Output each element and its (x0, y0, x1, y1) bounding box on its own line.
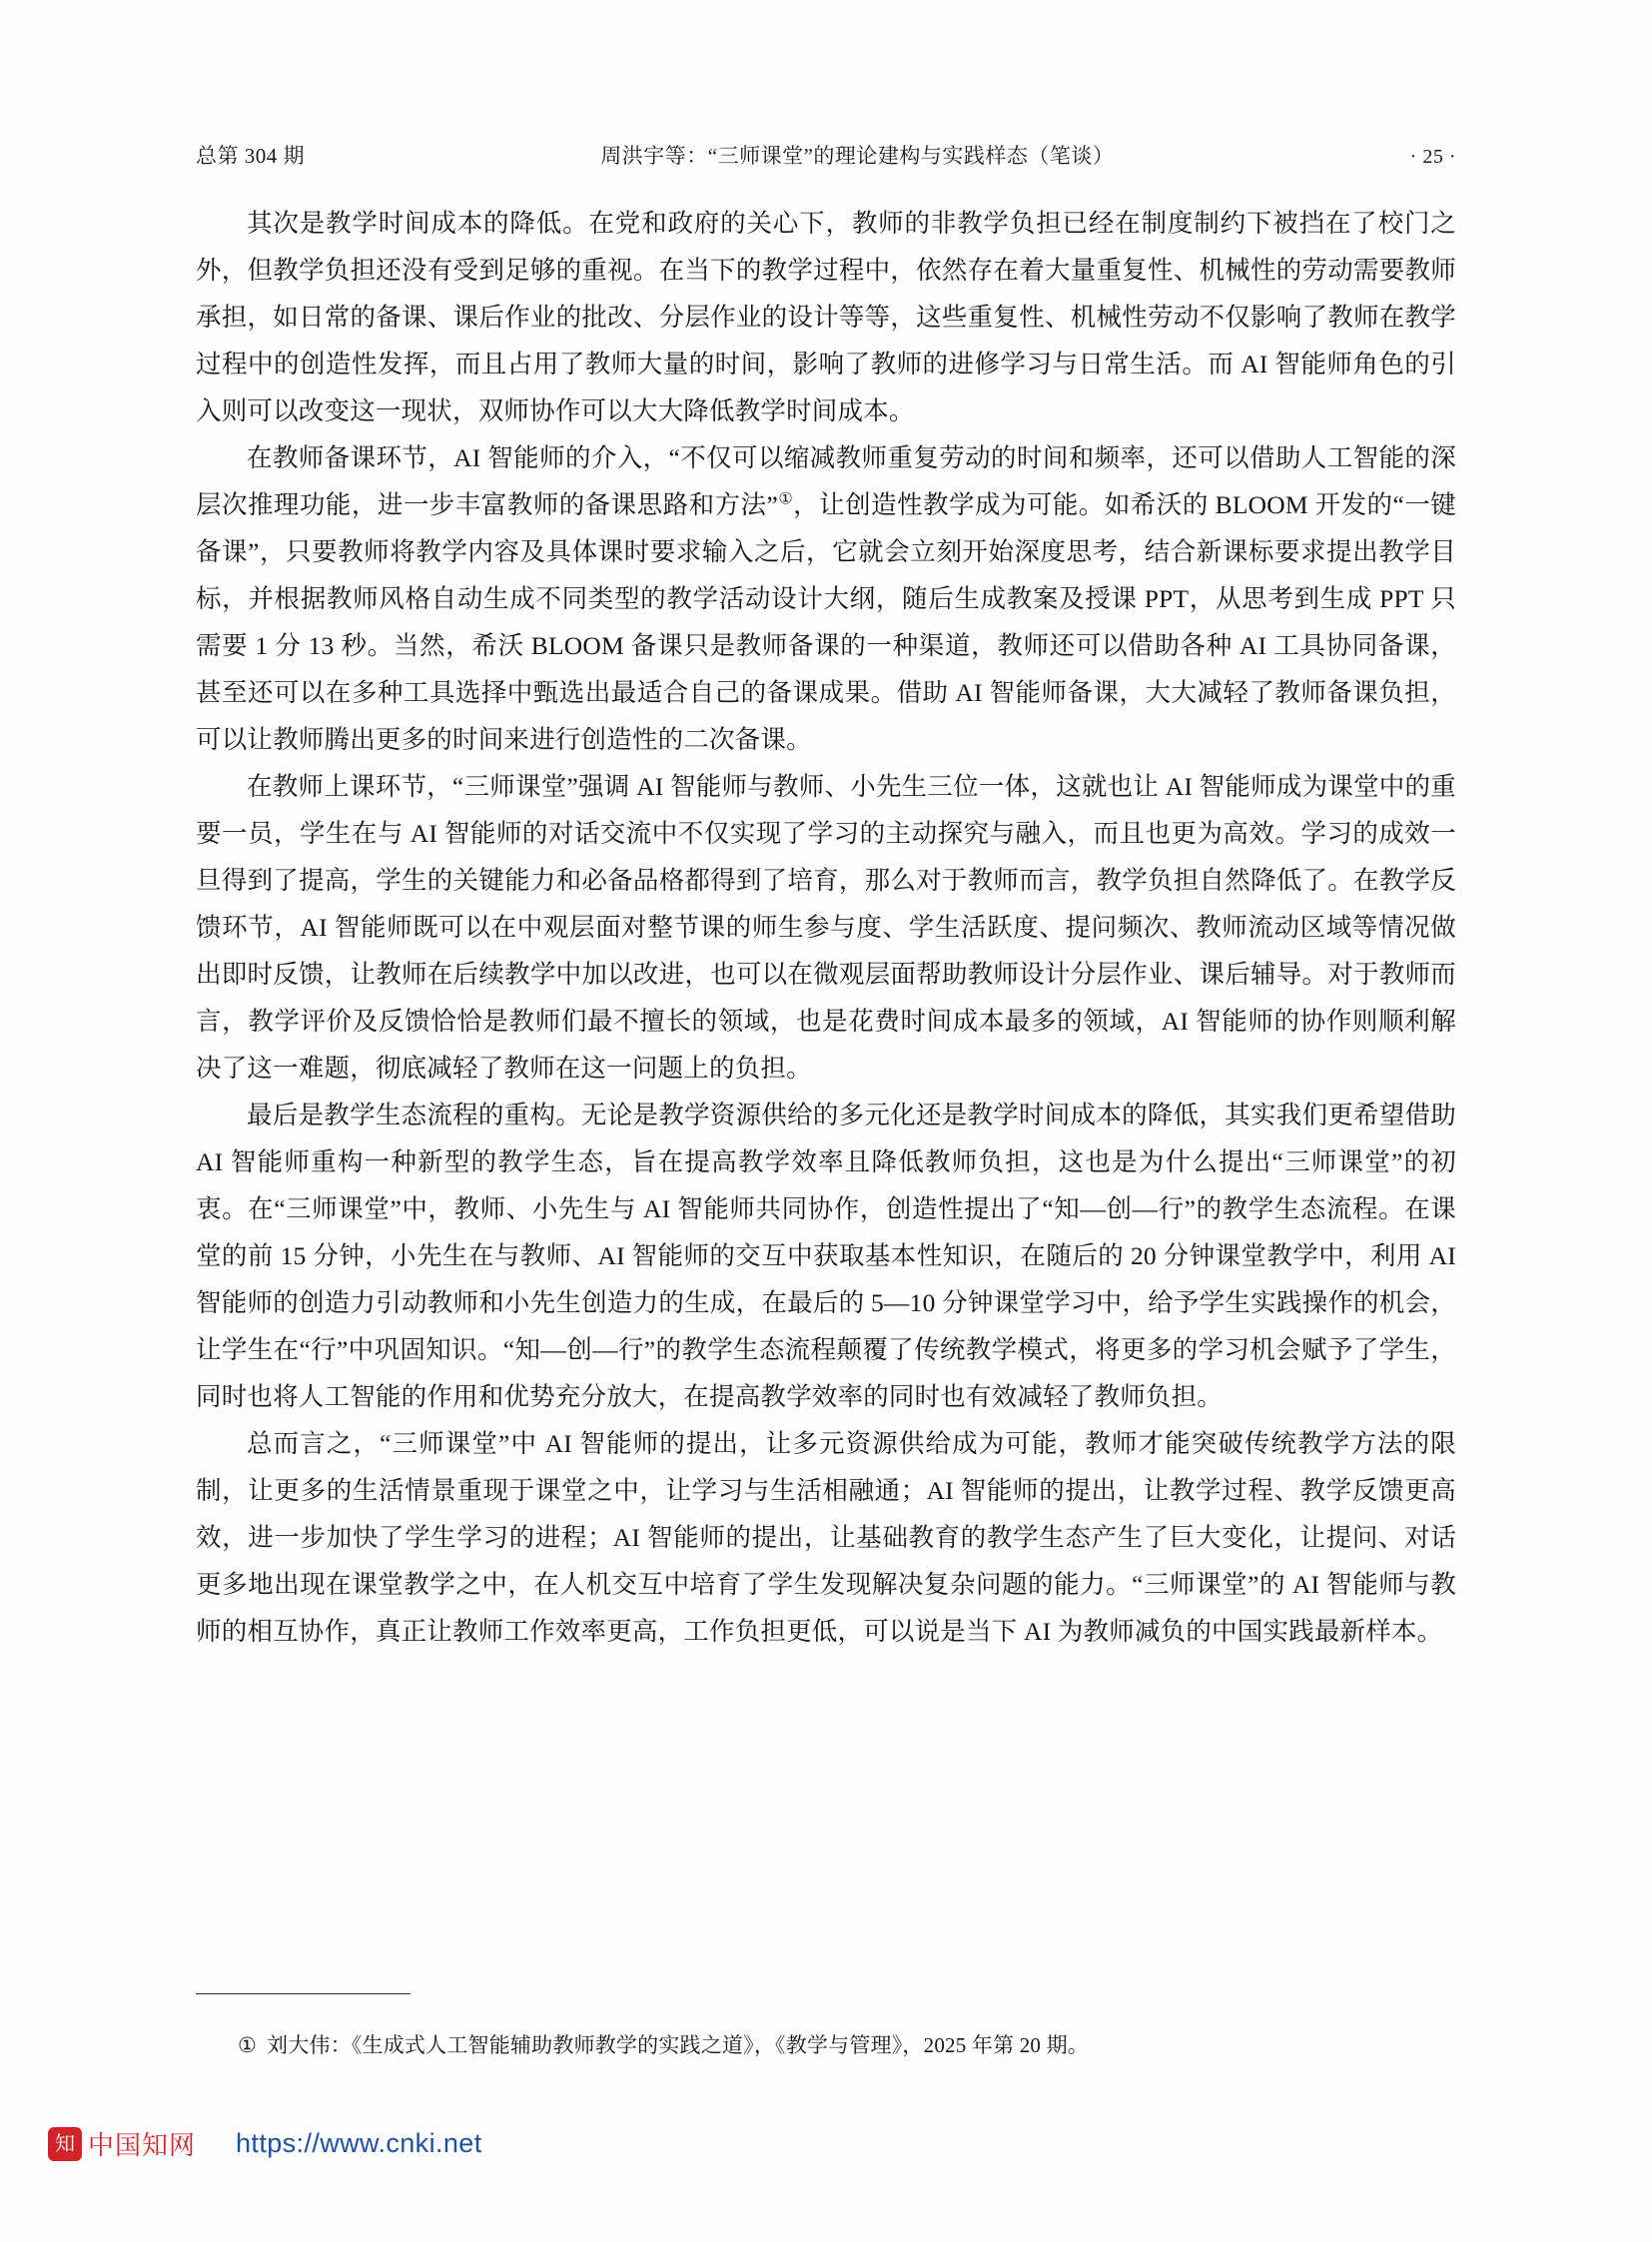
page-number: · 25 · (1409, 146, 1456, 168)
body-text-column (196, 200, 1456, 1655)
footnote (196, 2027, 1456, 2063)
footnote-text: 刘大伟：《生成式人工智能辅助教师教学的实践之道》，《教学与管理》，2025 年第 20 期。 (267, 2033, 1089, 2057)
footnote-reference: ① (778, 490, 794, 508)
cnki-logo-label: 中国知网 (88, 2131, 197, 2160)
cnki-logo-icon: 知 (48, 2127, 82, 2161)
cnki-logo (48, 2125, 196, 2162)
paragraph-2: 在教师备课环节，AI 智能师的介入，“不仅可以缩减教师重复劳动的时间和频率，还可以借助人工智能的深层次推理功能，进一步丰富教师的备课思路和方法”①，让创造性教学成为可能。如希沃的 BLOOM 开发的“一键备课”，只要教师将教学内容及具体课时要求输入之后，它就会立刻开始深度思考，结合新课标要求提出教学目标，并根据教师风格自动生成不同类型的教学活动设计大纲，随后生成教案及授课 PPT，从思考到生成 PPT 只需要 1 分 13 秒。当然，希沃 BLOOM 备课只是教师备课的一种渠道，教师还可以借助各种 AI 工具协同备课，甚至还可以在多种工具选择中甄选出最适合自己的备课成果。借助 AI 智能师备课，大大减轻了教师备课负担，可以让教师腾出更多的时间来进行创造性的二次备课。 (196, 443, 1457, 754)
running-head-title: 周洪宇等：“三师课堂”的理论建构与实践样态（笔谈） (600, 144, 1115, 168)
paragraph-4: 最后是教学生态流程的重构。无论是教学资源供给的多元化还是教学时间成本的降低，其实我们更希望借助 AI 智能师重构一种新型的教学生态，旨在提高教学效率且降低教师负担，这也是为什么提出“三师课堂”的初衷。在“三师课堂”中，教师、小先生与 AI 智能师共同协作，创造性提出了“知—创—行”的教学生态流程。在课堂的前 15 分钟，小先生在与教师、AI 智能师的交互中获取基本性知识，在随后的 20 分钟课堂教学中，利用 AI 智能师的创造力引动教师和小先生创造力的生成，在最后的 5—10 分钟课堂学习中，给予学生实践操作的机会，让学生在“行”中巩固知识。“知—创—行”的教学生态流程颠覆了传统教学模式，将更多的学习机会赋予了学生，同时也将人工智能的作用和优势充分放大，在提高教学效率的同时也有效减轻了教师负担。 (196, 1101, 1456, 1411)
cnki-footer (48, 2125, 482, 2162)
paragraph-3: 在教师上课环节，“三师课堂”强调 AI 智能师与教师、小先生三位一体，这就也让 AI 智能师成为课堂中的重要一员，学生在与 AI 智能师的对话交流中不仅实现了学习的主动探究与融入，而且也更为高效。学习的成效一旦得到了提高，学生的关键能力和必备品格都得到了培育，那么对于教师而言，教学负担自然降低了。在教学反馈环节，AI 智能师既可以在中观层面对整节课的师生参与度、学生活跃度、提问频次、教师流动区域等情况做出即时反馈，让教师在后续教学中加以改进，也可以在微观层面帮助教师设计分层作业、课后辅导。对于教师而言，教学评价及反馈恰恰是教师们最不擅长的领域，也是花费时间成本最多的领域，AI 智能师的协作则顺利解决了这一难题，彻底减轻了教师在这一问题上的负担。 (196, 772, 1456, 1083)
cnki-url-link[interactable]: https://www.cnki.net (236, 2128, 482, 2158)
paragraph-5: 总而言之，“三师课堂”中 AI 智能师的提出，让多元资源供给成为可能，教师才能突破传统教学方法的限制，让更多的生活情景重现于课堂之中，让学习与生活相融通；AI 智能师的提出，让教学过程、教学反馈更高效，进一步加快了学生学习的进程；AI 智能师的提出，让基础教育的教学生态产生了巨大变化，让提问、对话更多地出现在课堂教学之中，在人机交互中培育了学生发现解决复杂问题的能力。“三师课堂”的 AI 智能师与教师的相互协作，真正让教师工作效率更高，工作负担更低，可以说是当下 AI 为教师减负的中国实践最新样本。 (196, 1429, 1456, 1646)
running-head (196, 140, 1456, 170)
paragraph-1: 其次是教学时间成本的降低。在党和政府的关心下，教师的非教学负担已经在制度制约下被挡在了校门之外，但教学负担还没有受到足够的重视。在当下的教学过程中，依然存在着大量重复性、机械性的劳动需要教师承担，如日常的备课、课后作业的批改、分层作业的设计等等，这些重复性、机械性劳动不仅影响了教师在教学过程中的创造性发挥，而且占用了教师大量的时间，影响了教师的进修学习与日常生活。而 AI 智能师角色的引入则可以改变这一现状，双师协作可以大大降低教学时间成本。 (196, 209, 1456, 425)
running-head-issue: 总第 304 期 (196, 144, 305, 168)
footnote-marker: ① (238, 2033, 258, 2057)
footnote-divider (196, 1993, 411, 1994)
